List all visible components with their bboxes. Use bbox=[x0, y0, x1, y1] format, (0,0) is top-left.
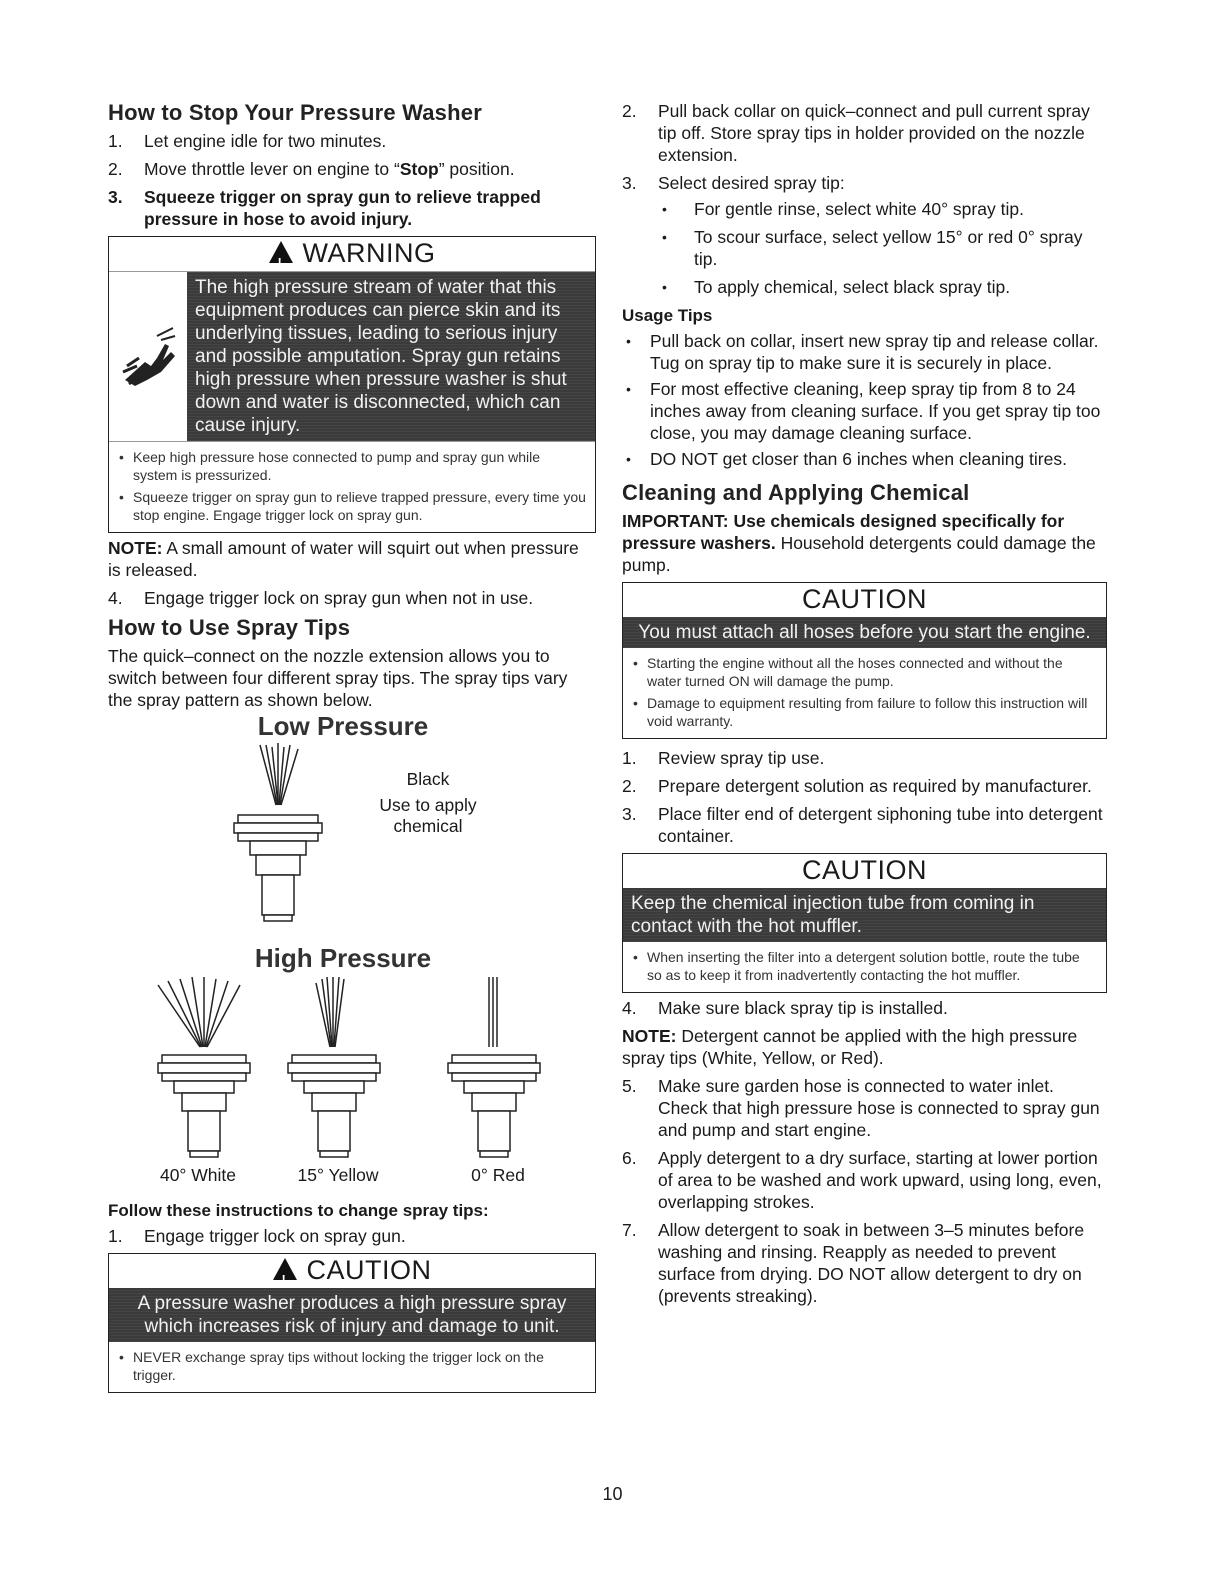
tip-label-red: 0° Red bbox=[471, 1165, 525, 1185]
black-nozzle-icon bbox=[228, 743, 328, 943]
warning-box bbox=[108, 236, 596, 533]
change-tips-heading: Follow these instructions to change spray tips: bbox=[108, 1201, 489, 1220]
list-item: • DO NOT get closer than 6 inches when cleaning tires. bbox=[622, 448, 1107, 470]
caution-dark-text: Keep the chemical injection tube from coming in contact with the hot muffler. bbox=[623, 888, 1106, 942]
list-item: • For most effective cleaning, keep spray tip from 8 to 24 inches away from cleaning surface. If you get spray tip too close, you may damage cleaning surface. bbox=[622, 378, 1107, 444]
red-nozzle-icon bbox=[438, 977, 548, 1167]
important-note: IMPORTANT: Use chemicals designed specifically for pressure washers. Household detergents could damage the pump. bbox=[622, 511, 1096, 575]
caution-title: CAUTION bbox=[802, 584, 927, 614]
list-item: 2. Prepare detergent solution as required by manufacturer. bbox=[622, 776, 1092, 796]
caution-bullets bbox=[623, 942, 1106, 992]
list-item: • Pull back on collar, insert new spray tip and release collar. Tug on spray tip to make sure it is securely in place. bbox=[622, 330, 1107, 374]
chemical-heading: Cleaning and Applying Chemical bbox=[622, 480, 970, 505]
list-item: 4. Make sure black spray tip is installed. bbox=[622, 998, 948, 1018]
list-item: 3. Squeeze trigger on spray gun to relieve trapped pressure in hose to avoid injury. bbox=[108, 187, 541, 229]
chemical-later-steps bbox=[622, 1075, 1107, 1307]
list-item: 5. Make sure garden hose is connected to water inlet. Check that high pressure hose is connected to spray gun and pump and start engine. bbox=[622, 1076, 1100, 1140]
warning-triangle-icon bbox=[269, 241, 293, 263]
yellow-nozzle-icon bbox=[278, 977, 388, 1167]
list-item: • Squeeze trigger on spray gun to relieve trapped pressure, every time you stop engine. Engage trigger lock on spray gun. bbox=[117, 488, 587, 524]
caution-title: CAUTION bbox=[306, 1255, 432, 1285]
list-item: • For gentle rinse, select white 40° spray tip. bbox=[658, 198, 1107, 220]
list-item: • To apply chemical, select black spray tip. bbox=[658, 276, 1107, 298]
list-item: 2. Move throttle lever on engine to “Stop” position. bbox=[108, 159, 515, 179]
detergent-note: NOTE: Detergent cannot be applied with the high pressure spray tips (White, Yellow, or Red). bbox=[622, 1026, 1078, 1068]
stop-heading: How to Stop Your Pressure Washer bbox=[108, 100, 482, 125]
warning-title: WARNING bbox=[302, 238, 436, 268]
warning-title-row bbox=[109, 237, 595, 271]
caution-box-tips bbox=[108, 1253, 596, 1393]
chemical-step4 bbox=[622, 997, 1107, 1019]
change-steps-continued bbox=[622, 100, 1107, 298]
white-nozzle-icon bbox=[148, 977, 258, 1167]
stop-note: NOTE: A small amount of water will squirt out when pressure is released. bbox=[108, 538, 579, 580]
high-pressure-title: High Pressure bbox=[254, 943, 432, 973]
list-item: • To scour surface, select yellow 15° or red 0° spray tip. bbox=[658, 226, 1107, 270]
spray-intro: The quick–connect on the nozzle extension allows you to switch between four different spray tips. The spray tips vary the spray pattern as shown below. bbox=[108, 646, 568, 710]
hand-spray-injury-icon bbox=[109, 272, 187, 441]
list-item: 1. Review spray tip use. bbox=[622, 748, 825, 768]
caution-dark-text: You must attach all hoses before you start the engine. bbox=[623, 617, 1106, 648]
warning-triangle-icon bbox=[273, 1258, 297, 1280]
high-pressure-diagram bbox=[108, 943, 596, 1193]
change-steps bbox=[108, 1225, 596, 1247]
spray-heading: How to Use Spray Tips bbox=[108, 615, 351, 640]
list-item: 2. Pull back collar on quick–connect and pull current spray tip off. Store spray tips in holder provided on the nozzle extension. bbox=[622, 101, 1090, 165]
caution-bullets bbox=[623, 648, 1106, 738]
warning-bullets bbox=[109, 442, 595, 532]
low-label-use: Use to apply chemical bbox=[379, 795, 477, 836]
list-item: 1. Engage trigger lock on spray gun. bbox=[108, 1226, 406, 1246]
list-item: • Damage to equipment resulting from failure to follow this instruction will void warranty. bbox=[631, 694, 1098, 730]
list-item: 6. Apply detergent to a dry surface, starting at lower portion of area to be washed and work upward, using long, even, overlapping strokes. bbox=[622, 1148, 1102, 1212]
list-item: • When inserting the filter into a detergent solution bottle, route the tube so as to keep it from inadvertently contacting the hot muffler. bbox=[631, 948, 1098, 984]
stop-step4 bbox=[108, 587, 596, 609]
caution-title-row bbox=[109, 1254, 595, 1288]
right-column bbox=[622, 100, 1107, 1313]
list-item: 3. Select desired spray tip: • For gentle rinse, select white 40° spray tip. • To scour surface, select yellow 15° or red 0° spray tip. • To apply chemical, select black spray tip. bbox=[622, 172, 1107, 298]
tip-label-yellow: 15° Yellow bbox=[297, 1165, 379, 1185]
low-label-black: Black bbox=[406, 769, 450, 789]
caution-box-muffler bbox=[622, 853, 1107, 993]
list-item: • Keep high pressure hose connected to pump and spray gun while system is pressurized. bbox=[117, 448, 587, 484]
stop-steps bbox=[108, 130, 596, 230]
tip-label-white: 40° White bbox=[159, 1165, 237, 1185]
page-number: 10 bbox=[602, 1484, 623, 1504]
list-item: 3. Place filter end of detergent siphoning tube into detergent container. bbox=[622, 804, 1103, 846]
chemical-steps bbox=[622, 747, 1107, 847]
caution-box-hoses bbox=[622, 582, 1107, 739]
warning-dark-text: The high pressure stream of water that this equipment produces can pierce skin and its underlying tissues, leading to serious injury and possible amputation. Spray gun retains high pressure when pressure washer is shut down and water is disconnected, which can cause injury. bbox=[187, 272, 595, 441]
left-column bbox=[108, 100, 596, 1397]
list-item: • NEVER exchange spray tips without locking the trigger lock on the trigger. bbox=[117, 1348, 587, 1384]
list-item: 4. Engage trigger lock on spray gun when not in use. bbox=[108, 588, 534, 608]
list-item: • Starting the engine without all the hoses connected and without the water turned ON will damage the pump. bbox=[631, 654, 1098, 690]
usage-list bbox=[622, 330, 1107, 470]
caution-dark-text: A pressure washer produces a high pressure spray which increases risk of injury and damage to unit. bbox=[109, 1288, 595, 1342]
warning-body bbox=[109, 271, 595, 442]
caution-bullets bbox=[109, 1342, 595, 1392]
caution-title: CAUTION bbox=[802, 855, 927, 885]
low-pressure-title: Low Pressure bbox=[257, 711, 429, 741]
list-item: 7. Allow detergent to soak in between 3–5 minutes before washing and rinsing. Reapply as needed to prevent surface from drying. DO NOT allow detergent to dry on (prevents streaking). bbox=[622, 1220, 1085, 1306]
tip-choices bbox=[658, 198, 1107, 298]
low-pressure-diagram bbox=[108, 711, 596, 943]
list-item: 1. Let engine idle for two minutes. bbox=[108, 131, 387, 151]
usage-heading: Usage Tips bbox=[622, 306, 713, 325]
